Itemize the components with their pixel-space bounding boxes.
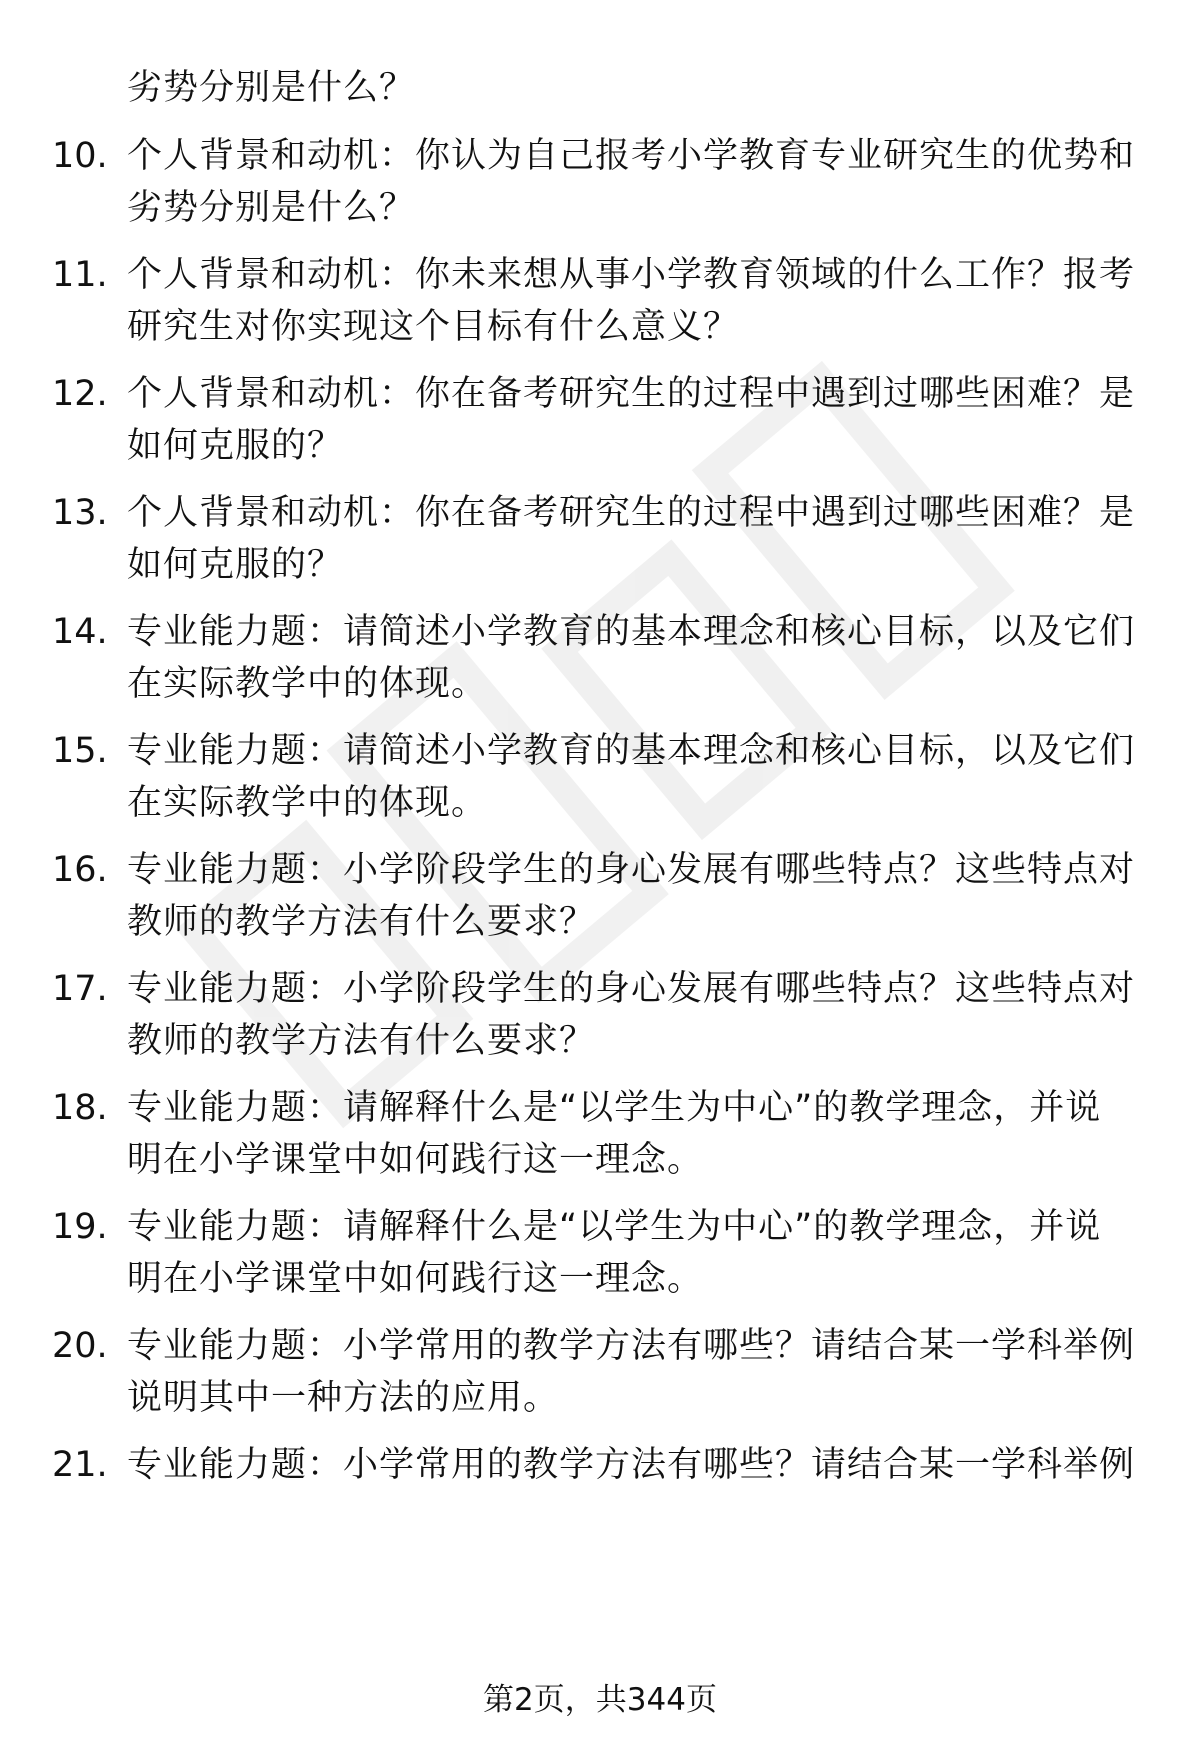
- question-item: [52, 130, 1142, 240]
- question-number: 12.: [52, 374, 108, 414]
- question-item: [52, 844, 1142, 954]
- question-number: 14.: [52, 612, 108, 652]
- continuation-text: 劣势分别是什么？: [127, 68, 416, 108]
- question-number: 11.: [52, 255, 108, 295]
- question-item: [52, 487, 1142, 597]
- question-text: 专业能力题：请简述小学教育的基本理念和核心目标，以及它们 在实际教学中的体现。: [127, 612, 1136, 704]
- question-number: 10.: [52, 136, 108, 176]
- question-text: 专业能力题：小学常用的教学方法有哪些？请结合某一学科举例: [127, 1445, 1136, 1485]
- question-item: [52, 606, 1142, 716]
- question-text: 个人背景和动机：你在备考研究生的过程中遇到过哪些困难？是 如何克服的？: [127, 493, 1136, 585]
- question-text: 专业能力题：请解释什么是“以学生为中心”的教学理念，并说 明在小学课堂中如何践行这一理念。: [127, 1088, 1102, 1180]
- question-item: [52, 368, 1142, 478]
- question-number: 21.: [52, 1445, 108, 1485]
- question-item: [52, 1320, 1142, 1430]
- question-text: 个人背景和动机：你在备考研究生的过程中遇到过哪些困难？是 如何克服的？: [127, 374, 1136, 466]
- question-number: 15.: [52, 731, 108, 771]
- question-number: 17.: [52, 969, 108, 1009]
- question-text: 专业能力题：请简述小学教育的基本理念和核心目标，以及它们 在实际教学中的体现。: [127, 731, 1136, 823]
- question-number: 16.: [52, 850, 108, 890]
- question-item: [52, 963, 1142, 1073]
- question-item: [52, 1082, 1142, 1192]
- question-item: [52, 249, 1142, 359]
- question-item: [52, 1201, 1142, 1311]
- question-item: [52, 725, 1142, 835]
- question-number: 19.: [52, 1207, 108, 1247]
- question-number: 18.: [52, 1088, 108, 1128]
- question-text: 专业能力题：小学阶段学生的身心发展有哪些特点？这些特点对 教师的教学方法有什么要求？: [127, 969, 1136, 1061]
- question-item: [52, 1439, 1142, 1499]
- question-text: 专业能力题：请解释什么是“以学生为中心”的教学理念，并说 明在小学课堂中如何践行这一理念。: [127, 1207, 1102, 1299]
- question-number: 20.: [52, 1326, 108, 1366]
- question-text: 专业能力题：小学阶段学生的身心发展有哪些特点？这些特点对 教师的教学方法有什么要求？: [127, 850, 1136, 942]
- question-text: 个人背景和动机：你未来想从事小学教育领域的什么工作？报考 研究生对你实现这个目标有什么意义？: [127, 255, 1136, 347]
- question-text: 专业能力题：小学常用的教学方法有哪些？请结合某一学科举例 说明其中一种方法的应用。: [127, 1326, 1136, 1418]
- question-number: 13.: [52, 493, 108, 533]
- question-text: 个人背景和动机：你认为自己报考小学教育专业研究生的优势和 劣势分别是什么？: [127, 136, 1136, 228]
- page-footer: 第2页，共344页: [483, 1682, 717, 1718]
